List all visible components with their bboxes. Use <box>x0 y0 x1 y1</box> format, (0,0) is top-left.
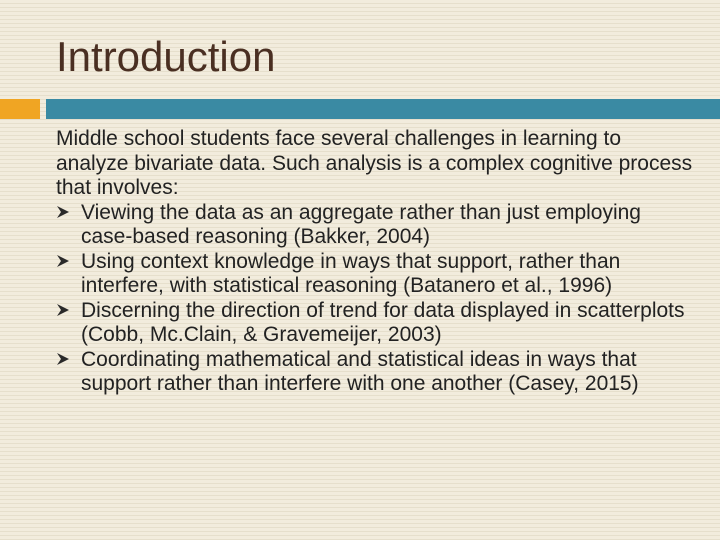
slide-body <box>56 127 696 397</box>
accent-bar-orange <box>0 99 40 119</box>
arrowhead-bullet-icon <box>56 254 70 268</box>
arrowhead-bullet-icon <box>56 205 70 219</box>
accent-bar-teal <box>46 99 720 119</box>
bullet-text: Using context knowledge in ways that support, rather than interfere, with statistical reasoning (Batanero et al., 1996) <box>81 249 621 297</box>
bullet-item <box>56 348 696 397</box>
bullet-item <box>56 201 696 250</box>
arrowhead-bullet-icon <box>56 352 70 366</box>
slide-title: Introduction <box>56 33 276 80</box>
bullet-text: Coordinating mathematical and statistical ideas in ways that support rather than interfere with one another (Casey, 2015) <box>81 347 639 395</box>
arrowhead-bullet-icon <box>56 303 70 317</box>
bullet-list <box>56 201 696 397</box>
bullet-text: Viewing the data as an aggregate rather than just employing case-based reasoning (Bakker, 2004) <box>81 200 641 248</box>
intro-paragraph: Middle school students face several challenges in learning to analyze bivariate data. Such analysis is a complex cognitive process that involves: <box>56 127 693 199</box>
bullet-item <box>56 250 696 299</box>
bullet-item <box>56 299 696 348</box>
bullet-text: Discerning the direction of trend for data displayed in scatterplots (Cobb, Mc.Clain, & Gravemeijer, 2003) <box>81 298 685 346</box>
